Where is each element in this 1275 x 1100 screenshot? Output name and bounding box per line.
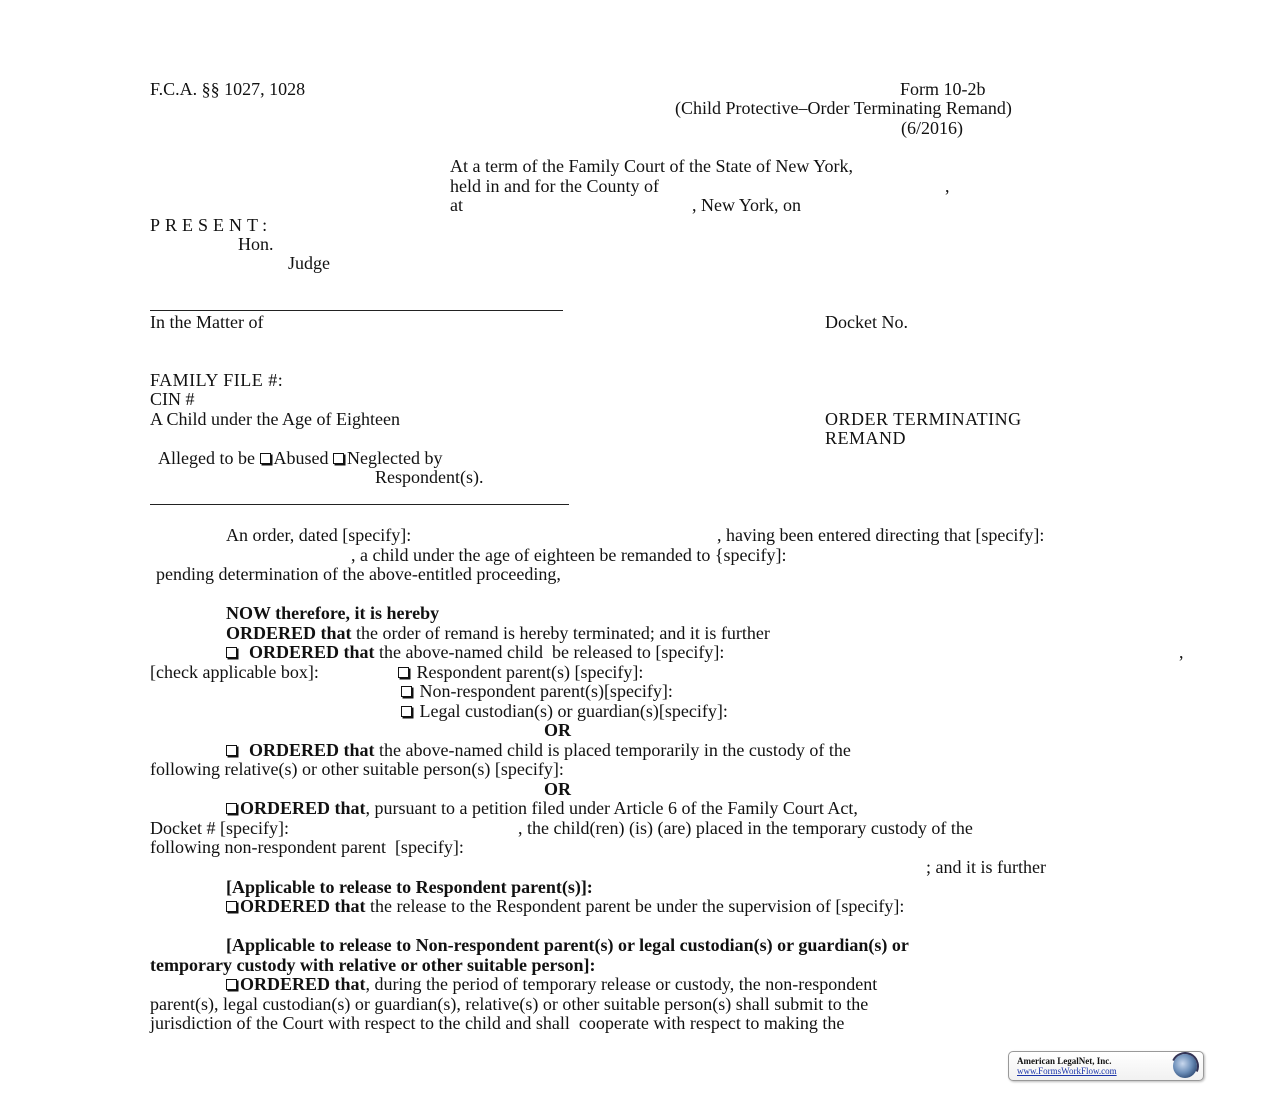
- and-it-is-further: ; and it is further: [926, 857, 1046, 877]
- recital-dated: An order, dated [specify]:: [226, 525, 412, 545]
- supervision-checkbox[interactable]: [226, 901, 237, 912]
- county-line: held in and for the County of: [450, 176, 659, 196]
- respondents-label: Respondent(s).: [375, 467, 484, 487]
- form-number: Form 10-2b: [900, 79, 986, 99]
- in-the-matter-of: In the Matter of: [150, 312, 264, 332]
- relative-custody-line2: following relative(s) or other suitable person(s) [specify]:: [150, 759, 564, 779]
- ordered-that: ORDERED that: [249, 740, 375, 760]
- county-comma: ,: [945, 176, 950, 196]
- cin-label: CIN #: [150, 389, 195, 409]
- order-title-line1: ORDER TERMINATING: [825, 409, 1022, 429]
- order-text: , pursuant to a petition filed under Article 6 of the Family Court Act,: [365, 798, 858, 818]
- order-article-6: [226, 799, 858, 819]
- release-checkbox[interactable]: [226, 647, 237, 658]
- option-label: Legal custodian(s) or guardian(s)[specify]:: [419, 701, 728, 721]
- jurisdiction-line3: jurisdiction of the Court with respect to the child and shall cooperate with respect to making the: [150, 1013, 845, 1033]
- jurisdiction-checkbox[interactable]: [226, 979, 237, 990]
- ordered-that: ORDERED that: [240, 896, 366, 916]
- article-6-line2: , the child(ren) (is) (are) placed in the temporary custody of the: [518, 818, 973, 838]
- neglected-checkbox[interactable]: [333, 453, 344, 464]
- docket-specify: Docket # [specify]:: [150, 818, 289, 838]
- docket-no-label: Docket No.: [825, 312, 908, 332]
- recital-directing: , having been entered directing that [specify]:: [717, 525, 1045, 545]
- child-under-eighteen: A Child under the Age of Eighteen: [150, 409, 400, 429]
- relative-custody-checkbox[interactable]: [226, 745, 237, 756]
- option-legal-custodian: [401, 702, 728, 722]
- order-text: the release to the Respondent parent be under the supervision of [specify]:: [365, 896, 905, 916]
- new-york-on: , New York, on: [692, 195, 802, 215]
- recital-remanded: , a child under the age of eighteen be remanded to {specify]:: [351, 545, 787, 565]
- at-label: at: [450, 195, 463, 215]
- check-applicable-label: [check applicable box]:: [150, 662, 319, 682]
- article-6-checkbox[interactable]: [226, 803, 237, 814]
- order-relative-custody: [226, 741, 851, 761]
- neglected-label: Neglected by: [347, 447, 443, 468]
- abused-checkbox[interactable]: [260, 453, 271, 464]
- option-label: Respondent parent(s) [specify]:: [416, 662, 644, 682]
- order-text: , during the period of temporary release or custody, the non-respondent: [365, 974, 878, 994]
- ordered-that: ORDERED that: [240, 798, 366, 818]
- order-supervision: [226, 897, 904, 917]
- form-title: (Child Protective–Order Terminating Remand): [675, 98, 1012, 118]
- caption-bottom-rule: [150, 504, 569, 505]
- order-terminate-remand: [226, 624, 770, 644]
- globe-ring-icon: [1167, 1048, 1203, 1084]
- order-text: the above-named child be released to [specify]:: [374, 642, 725, 662]
- ordered-that: ORDERED that: [240, 974, 366, 994]
- judge-label: Judge: [288, 253, 330, 273]
- order-release: [226, 643, 724, 663]
- ordered-that: ORDERED that: [226, 623, 352, 643]
- or-separator: OR: [544, 720, 571, 740]
- now-therefore: NOW therefore, it is hereby: [226, 603, 440, 623]
- article-6-line3: following non-respondent parent [specify]:: [150, 837, 464, 857]
- family-file-label: FAMILY FILE #:: [150, 370, 284, 390]
- alleged-line: [150, 429, 442, 468]
- ordered-that: ORDERED that: [249, 642, 375, 662]
- applicable-nonrespondent-heading-2: temporary custody with relative or other suitable person]:: [150, 955, 596, 975]
- applicable-nonrespondent-heading: [Applicable to release to Non-respondent parent(s) or legal custodian(s) or guardian(s) or: [226, 935, 909, 955]
- order-title-line2: REMAND: [825, 428, 907, 448]
- caption-top-rule: [150, 310, 563, 311]
- applicable-respondent-heading: [Applicable to release to Respondent parent(s)]:: [226, 877, 593, 897]
- form-date: (6/2016): [901, 118, 963, 138]
- option-respondent-parent: [398, 663, 643, 683]
- abused-label: Abused: [273, 447, 333, 468]
- hon-label: Hon.: [238, 234, 274, 254]
- alleged-prefix: Alleged to be: [158, 447, 260, 468]
- statute-reference: F.C.A. §§ 1027, 1028: [150, 79, 306, 99]
- or-separator: OR: [544, 779, 571, 799]
- order-submit-jurisdiction: [226, 975, 877, 995]
- court-term-line: At a term of the Family Court of the State of New York,: [450, 156, 853, 176]
- nonrespondent-parent-checkbox[interactable]: [401, 686, 412, 697]
- jurisdiction-line2: parent(s), legal custodian(s) or guardian(s), relative(s) or other suitable person(s) shall submit to the: [150, 994, 869, 1014]
- american-legalnet-logo[interactable]: [1008, 1051, 1204, 1081]
- order-text: the order of remand is hereby terminated; and it is further: [351, 623, 770, 643]
- order-text: the above-named child is placed temporarily in the custody of the: [374, 740, 851, 760]
- option-nonrespondent-parent: [401, 682, 673, 702]
- recital-pending: pending determination of the above-entitled proceeding,: [156, 564, 561, 584]
- logo-company: American LegalNet, Inc.: [1017, 1056, 1112, 1066]
- release-comma: ,: [1179, 642, 1184, 662]
- present-label: PRESENT:: [150, 215, 273, 235]
- logo-url-link[interactable]: www.FormsWorkFlow.com: [1017, 1066, 1117, 1076]
- respondent-parent-checkbox[interactable]: [398, 667, 409, 678]
- legal-custodian-checkbox[interactable]: [401, 706, 412, 717]
- option-label: Non-respondent parent(s)[specify]:: [419, 681, 673, 701]
